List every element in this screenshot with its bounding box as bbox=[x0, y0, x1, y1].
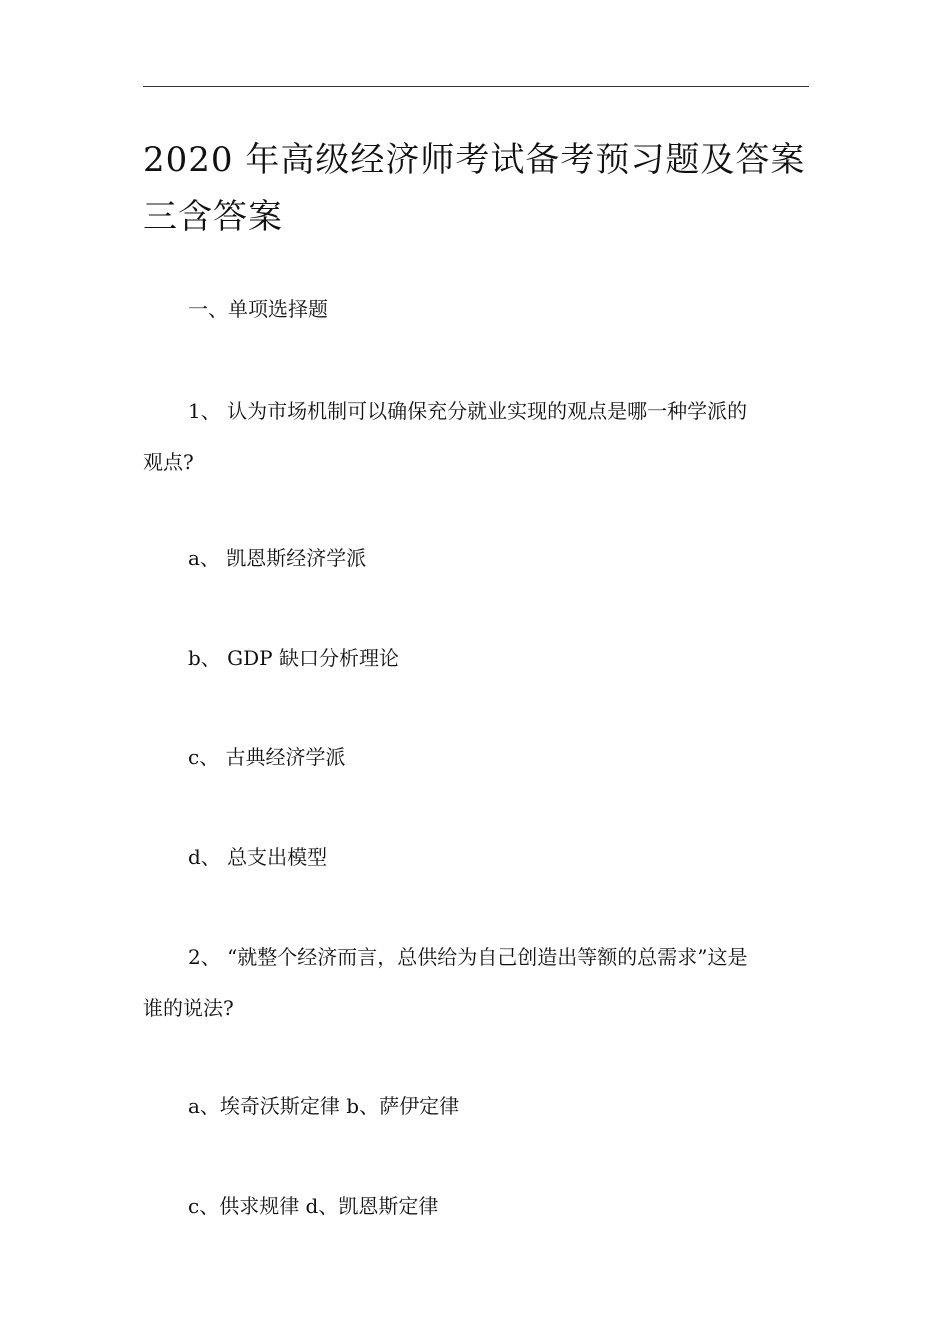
document-title-line-1: 2020 年高级经济师考试备考预习题及答案 bbox=[143, 140, 806, 180]
question-1-option-a: a、 凯恩斯经济学派 bbox=[188, 546, 367, 570]
question-2-text: 2、 “就整个经济而言，总供给为自己创造出等额的总需求”这是 bbox=[188, 945, 748, 969]
question-2-options-cd: c、供求规律 d、凯恩斯定律 bbox=[188, 1194, 439, 1218]
question-2-text-continued: 谁的说法? bbox=[143, 996, 234, 1020]
question-2-options-ab: a、埃奇沃斯定律 b、萨伊定律 bbox=[188, 1094, 460, 1118]
question-1-text: 1、 认为市场机制可以确保充分就业实现的观点是哪一种学派的 bbox=[188, 399, 748, 423]
header-rule bbox=[143, 86, 809, 87]
question-1-option-c: c、 古典经济学派 bbox=[188, 745, 346, 769]
question-1-option-b: b、 GDP 缺口分析理论 bbox=[188, 646, 399, 670]
question-1-text-continued: 观点? bbox=[143, 450, 194, 474]
question-1-option-d: d、 总支出模型 bbox=[188, 845, 328, 869]
section-heading: 一、单项选择题 bbox=[188, 297, 328, 321]
document-title-line-2: 三含答案 bbox=[143, 197, 283, 237]
